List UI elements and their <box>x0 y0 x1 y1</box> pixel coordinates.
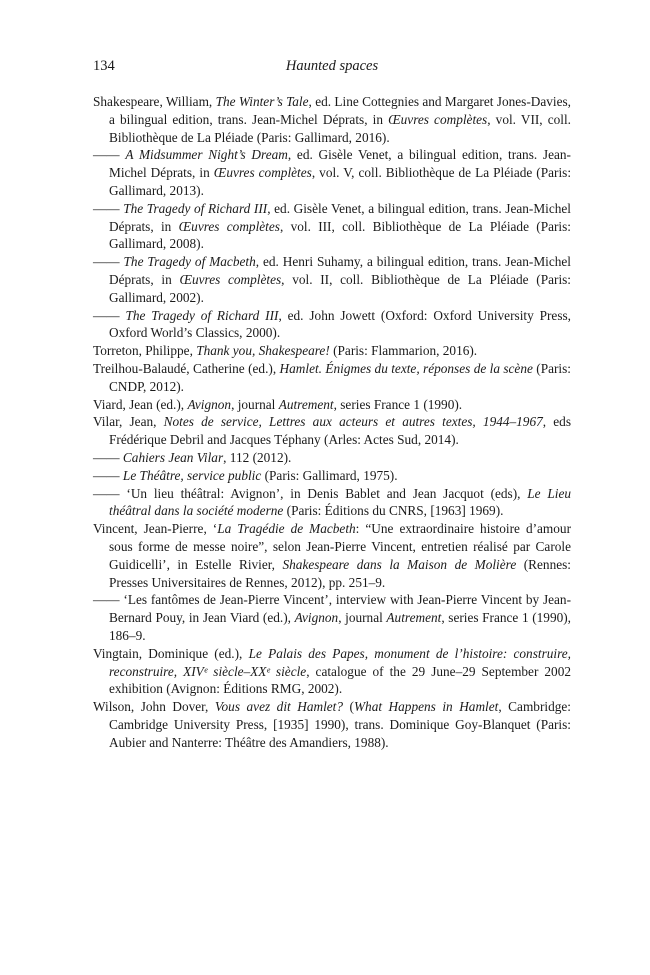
entry-title-italic: The Tragedy of Macbeth <box>123 254 256 270</box>
bibliography-entry <box>93 645 571 698</box>
entry-text: —— ‘Les fantômes de Jean-Pierre Vincent’, interview with Jean-Pierre Vincent by Jean-Bernard Pouy, in Jean Viard (ed.), <box>93 592 571 626</box>
entry-text: Vilar, Jean, <box>93 414 164 430</box>
entry-text: , journal <box>231 396 279 412</box>
entry-text: —— <box>93 467 123 483</box>
entry-text: —— ‘Un lieu théâtral: Avignon’, in Denis Bablet and Jean Jacquot (eds), <box>93 485 528 501</box>
entry-title-italic: Thank you, Shakespeare! <box>196 343 330 359</box>
entry-title-italic: Le Lieu théâtral dans la société moderne <box>109 485 571 519</box>
entry-title-italic: The Tragedy of Richard III <box>123 200 268 216</box>
bibliography-entry <box>93 485 571 521</box>
entry-text: —— <box>93 307 126 323</box>
entry-text: Torreton, Philippe, <box>93 343 197 359</box>
entry-text: , ed. Gisèle Venet, a bilingual edition, trans. Jean-Michel Déprats, in <box>109 147 571 181</box>
entry-text: , vol. II, coll. Bibliothèque de La Pléiade (Paris: Gallimard, 2002). <box>109 271 572 305</box>
entry-text: (Paris: Gallimard, 1975). <box>261 467 398 483</box>
entry-title-italic: Œuvres complètes <box>388 111 488 127</box>
entry-text: Treilhou-Balaudé, Catherine (ed.), <box>93 360 280 376</box>
running-title: Haunted spaces <box>285 58 379 74</box>
entry-title-italic: The Tragedy of Richard III <box>125 307 279 323</box>
entry-text: , series France 1 (1990). <box>333 396 463 412</box>
entry-text: —— <box>93 200 124 216</box>
bibliography-entry <box>93 413 571 449</box>
entry-title-italic: The Winter’s Tale <box>215 94 309 109</box>
entry-title-italic: Le Palais des Papes, monument de l’histoire: construire, reconstruire, XIVᵉ siècle–XXᵉ siècle <box>109 645 571 679</box>
entry-text: (Paris: Éditions du CNRS, [1963] 1969). <box>283 503 504 519</box>
entry-title-italic: Autrement <box>386 610 442 626</box>
entry-text: , vol. III, coll. Bibliothèque de La Pléiade (Paris: Gallimard, 2008). <box>109 218 571 252</box>
entry-title-italic: Avignon <box>187 396 232 412</box>
entry-title-italic: Œuvres complètes <box>179 271 282 287</box>
bibliography-entry <box>93 93 571 146</box>
bibliography-entry <box>93 449 571 467</box>
entry-text: Vincent, Jean-Pierre, ‘ <box>93 521 218 537</box>
page-number: 134 <box>93 58 115 74</box>
entry-text: , ed. John Jowett (Oxford: Oxford University Press, Oxford World’s Classics, 2000). <box>109 307 571 341</box>
entry-title-italic: La Tragédie de Macbeth <box>217 521 356 537</box>
entry-text: , catalogue of the 29 June–29 September 2002 exhibition (Avignon: Éditions RMG, 2002). <box>109 663 572 697</box>
bibliography-list <box>93 93 571 751</box>
bibliography-entry <box>93 146 571 199</box>
bibliography-entry <box>93 253 571 306</box>
entry-text: , 112 (2012). <box>223 449 292 465</box>
bibliography-entry <box>93 698 571 751</box>
entry-title-italic: Avignon <box>294 610 339 626</box>
entry-title-italic: Notes de service, Lettres aux acteurs et autres textes, 1944–1967 <box>163 414 543 430</box>
bibliography-entry <box>93 200 571 253</box>
entry-text: (Paris: Flammarion, 2016). <box>329 343 478 359</box>
entry-text: , vol. VII, coll. Bibliothèque de La Pléiade (Paris: Gallimard, 2016). <box>109 111 572 145</box>
bibliography-entry <box>93 360 571 396</box>
bibliography-entry <box>93 591 571 644</box>
entry-text: —— <box>93 147 126 163</box>
entry-title-italic: Œuvres complètes <box>178 218 280 234</box>
entry-title-italic: Shakespeare dans la Maison de Molière <box>282 556 517 572</box>
entry-text: , vol. V, coll. Bibliothèque de La Pléiade (Paris: Gallimard, 2013). <box>109 165 572 198</box>
entry-text: , ed. Henri Suhamy, a bilingual edition, trans. Jean-Michel Déprats, in <box>109 254 571 287</box>
entry-title-italic: Œuvres complètes <box>213 165 312 181</box>
entry-text: —— <box>93 254 124 270</box>
entry-text: (Rennes: Presses Universitaires de Rennes, 2012), pp. 251–9. <box>109 556 572 590</box>
entry-text: Vingtain, Dominique (ed.), <box>93 645 249 661</box>
entry-title-italic: Hamlet. Énigmes du texte, réponses de la scène <box>279 360 533 376</box>
entry-text: , series France 1 (1990), 186–9. <box>109 610 571 643</box>
entry-text: , ed. Line Cottegnies and Margaret Jones-Davies, a bilingual edition, trans. Jean-Michel Déprats, in <box>109 94 571 127</box>
entry-text: , eds Frédérique Debril and Jacques Téphany (Arles: Actes Sud, 2014). <box>109 414 572 448</box>
entry-text: ( <box>343 699 354 715</box>
bibliography-entry <box>93 520 571 591</box>
entry-title-italic: A Midsummer Night’s Dream <box>125 147 288 163</box>
bibliography-entry <box>93 307 571 343</box>
entry-title-italic: What Happens in Hamlet <box>353 699 499 715</box>
entry-text: , Cambridge: Cambridge University Press, [1935] 1990), trans. Dominique Goy-Blanquet (Paris: Aubier and Nanterre: Théâtre des Amandiers, 1988). <box>109 699 571 750</box>
bibliography-entry <box>93 396 571 414</box>
entry-text: —— <box>93 449 123 465</box>
entry-text: (Paris: CNDP, 2012). <box>109 360 571 394</box>
entry-title-italic: Le Théâtre, service public <box>122 467 262 483</box>
entry-text: Wilson, John Dover, <box>93 699 215 715</box>
bibliography-entry <box>93 342 571 360</box>
entry-title-italic: Autrement <box>278 396 334 412</box>
entry-title-italic: Cahiers Jean Vilar <box>122 449 224 465</box>
entry-text: Shakespeare, William, <box>93 94 216 109</box>
bibliography-entry <box>93 467 571 485</box>
entry-text: , ed. Gisèle Venet, a bilingual edition, trans. Jean-Michel Déprats, in <box>109 200 571 234</box>
entry-text: , journal <box>338 610 387 626</box>
entry-text: : “Une extraordinaire histoire d’amour sous forme de messe noire”, selon Jean-Pierre Vincent, entretien réalisé par Carole Guidicelli’, in Estelle Rivier, <box>109 521 571 572</box>
entry-title-italic: Vous avez dit Hamlet? <box>214 699 344 715</box>
entry-text: Viard, Jean (ed.), <box>93 396 188 412</box>
